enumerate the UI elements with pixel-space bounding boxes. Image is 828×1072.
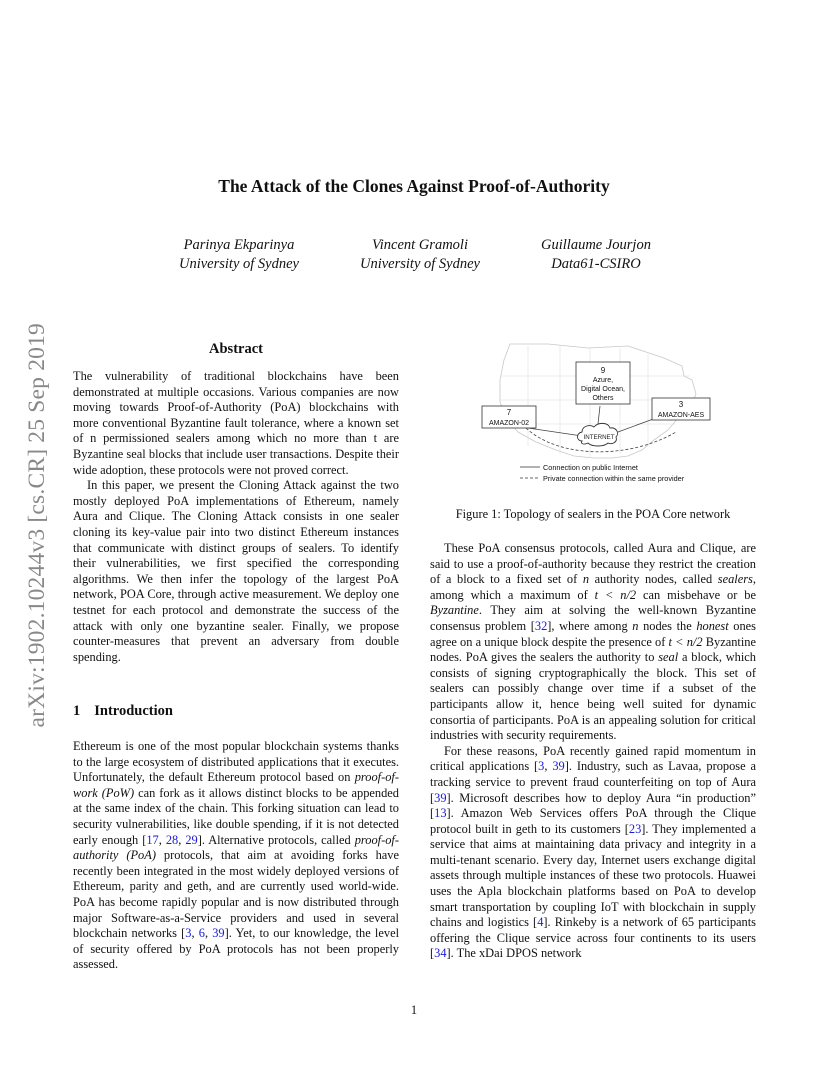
citation-link[interactable]: 4 xyxy=(537,915,544,930)
page-number: 1 xyxy=(410,1003,418,1017)
node-count: 9 xyxy=(600,366,606,375)
node-label: AMAZON-AES xyxy=(657,412,705,419)
node-count: 7 xyxy=(506,408,512,417)
citation-link[interactable]: 17 xyxy=(146,832,159,847)
author-affiliation: University of Sydney xyxy=(360,256,480,272)
body-paragraph: These PoA consensus protocols, called Aura and Clique, are said to use a proof-of-authority because they restrict the creation of a block to a fixed set of n authority nodes, called sealers, among which a maximum of t < n/2 can misbehave or be Byzantine. They aim at solving the well-known Byzantine consensus problem [32], where among n nodes the honest ones agree on a unique block despite the presence of t < n/2 Byzantine nodes. PoA gives the sealers the authority to seal a block, which consists of signing cryptographically the block. This set of sealers can possibly change over time if a subset of the participants allow it, hence being well suited for dynamic consortia of participants. PoA is an appealing solution for critical industries with security requirements. xyxy=(430,541,756,743)
abstract-body xyxy=(73,369,399,665)
paper-title: The Attack of the Clones Against Proof-of-Authority xyxy=(218,176,610,196)
author-1 xyxy=(139,236,339,274)
legend-solid-label: Connection on public Internet xyxy=(543,463,638,472)
author-name: Vincent Gramoli xyxy=(372,237,468,253)
author-affiliation: University of Sydney xyxy=(179,256,299,272)
node-label: AMAZON-02 xyxy=(488,420,530,427)
citation-link[interactable]: 28 xyxy=(165,832,179,847)
author-3 xyxy=(496,236,696,274)
node-label: Digital Ocean, xyxy=(581,386,625,393)
abstract-paragraph: The vulnerability of traditional blockchains have been demonstrated at multiple occasions. Various companies are now moving towards Proof-of-Authority (PoA) blockchains with more conventional Byzantine fault tolerance, where a known set of n permissioned sealers among which no more than t are Byzantine seal blocks that include user transactions. Despite their wide adoption, these protocols were not proved correct. xyxy=(73,369,399,477)
public-connection-line xyxy=(618,418,656,432)
citation-link[interactable]: 32 xyxy=(534,618,548,633)
author-affiliation: Data61-CSIRO xyxy=(551,256,641,272)
topology-map-svg xyxy=(478,336,718,488)
section-heading-introduction xyxy=(73,703,173,720)
citation-link[interactable]: 6 xyxy=(198,926,205,941)
author-name: Guillaume Jourjon xyxy=(541,237,651,253)
author-name: Parinya Ekparinya xyxy=(183,237,295,253)
legend-dashed-label: Private connection within the same provider xyxy=(543,474,685,483)
right-column-body xyxy=(430,541,756,962)
author-2 xyxy=(320,236,520,274)
citation-link[interactable]: 39 xyxy=(552,759,565,774)
citation-link[interactable]: 3 xyxy=(185,926,192,941)
section-number: 1 xyxy=(73,703,81,719)
citation-link[interactable]: 39 xyxy=(434,790,447,805)
figure-caption: Figure 1: Topology of sealers in the POA Core network xyxy=(455,507,731,521)
body-paragraph: For these reasons, PoA recently gained rapid momentum in critical applications [3, 39]. Industry, such as Lavaa, propose a tracking service to prevent fraud counterfeiting on top of Aura [39]. Microsoft describes how to deploy Aura “in production” [13]. Amazon Web Services offers PoA through the Clique protocol built in geth to its customers [23]. They implemented a service that aims at maintaining data privacy and integrity in a multi-tenant scenario. Every day, Internet users exchange digital assets through multiple instances of these two protocols. Huawei uses the Apla blockchain platforms based on PoA to develop smart transportation by coupling IoT with blockchain in supply chains and logistics [4]. Rinkeby is a network of 65 participants offering the Clique service across four continents to its users [34]. The xDai DPOS network xyxy=(430,743,756,961)
section-title: Introduction xyxy=(94,703,173,719)
arxiv-id: arXiv:1902.10244v3 [cs.CR] 25 Sep 2019 xyxy=(23,322,50,728)
abstract-paragraph: In this paper, we present the Cloning Attack against the two mostly deployed PoA implementations of Ethereum, namely Aura and Clique. The Cloning Attack consists in one sealer cloning its key-value pair into two distinct Ethereum instances that communicate with distinct groups of sealers. To identify their vulnerabilities, we first specified the corresponding algorithms. We then infer the topology of the largest PoA network, POA Core, through active measurement. We deploy one testnet for each protocol and demonstrate the success of the attack with only one byzantine sealer. Finally, we propose counter-measures that prevent an adversary from double spending. xyxy=(73,478,399,664)
intro-paragraph: Ethereum is one of the most popular blockchain systems thanks to the large ecosystem of distributed applications that it executes. Unfortunately, the default Ethereum protocol based on proof-of-work (PoW) can fork as it allows distinct blocks to be appended at the same index of the chain. This forking situation can lead to security vulnerabilities, like double spending, if it is not detected early enough [17, 28, 29]. Alternative protocols, called proof-of-authority (PoA) protocols, that aim at avoiding forks have recently been integrated in the most widely deployed versions of Ethereum, parity and geth, and are currently used world-wide. PoA has become rapidly popular and is now distributed through major Software-as-a-Service providers and used in several blockchain networks [3, 6, 39]. Yet, to our knowledge, the level of security offered by PoA protocols has not been properly assessed. xyxy=(73,739,400,972)
cloud-label: INTERNET xyxy=(583,434,615,441)
arxiv-sidebar-stamp xyxy=(22,290,52,760)
citation-link[interactable]: 23 xyxy=(628,821,642,836)
citation-link[interactable]: 3 xyxy=(538,759,545,774)
public-connection-line xyxy=(598,406,600,424)
intro-body xyxy=(73,739,399,973)
node-label: Others xyxy=(592,395,614,402)
topology-figure xyxy=(478,336,718,488)
public-connection-line xyxy=(528,428,582,436)
node-label: Azure, xyxy=(592,377,614,384)
citation-link[interactable]: 34 xyxy=(434,946,447,961)
citation-link[interactable]: 39 xyxy=(212,926,225,941)
citation-link[interactable]: 29 xyxy=(185,832,198,847)
citation-link[interactable]: 13 xyxy=(434,806,447,821)
node-count: 3 xyxy=(678,400,684,409)
abstract-heading: Abstract xyxy=(209,341,263,357)
